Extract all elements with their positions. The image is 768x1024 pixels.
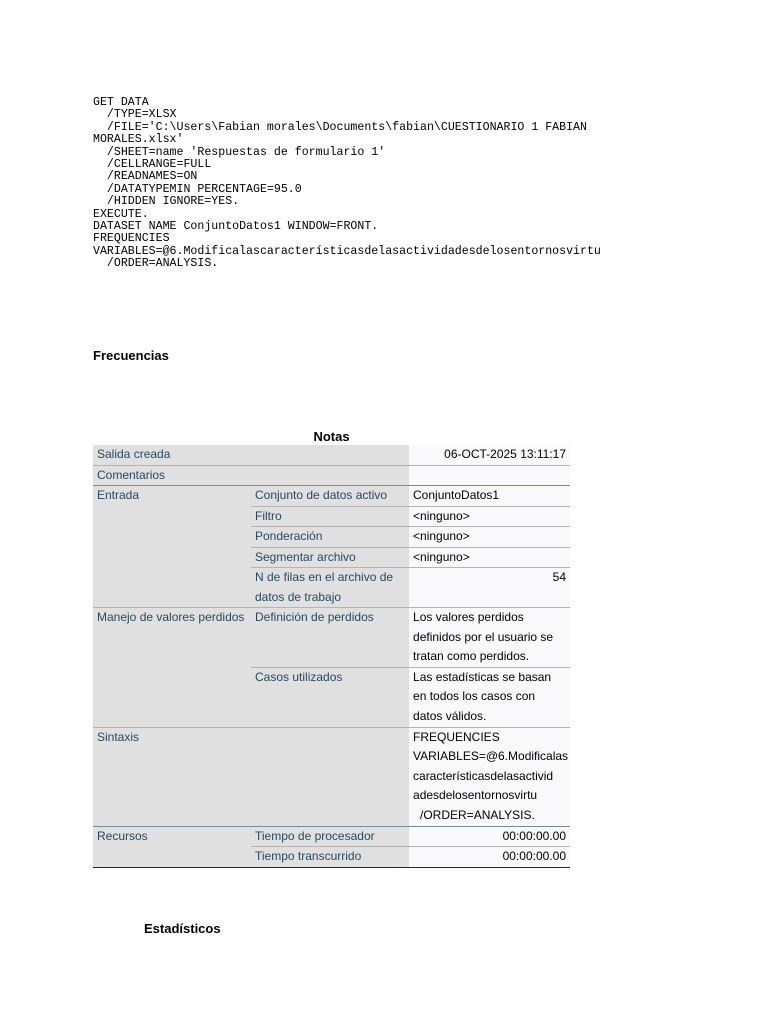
syntax-line: /READNAMES=ON [93,170,198,184]
row-label-definicion-perdidos: Definición de perdidos [251,608,409,668]
syntax-line: /TYPE=XLSX [93,108,177,122]
sintaxis-line: adesdelosentornosvirtu [413,788,538,803]
syntax-log [93,97,601,270]
syntax-line: DATASET NAME ConjuntoDatos1 WINDOW=FRONT. [93,219,379,233]
row-label-n-filas: N de filas en el archivo de datos de trabajo [251,568,409,608]
value-n-filas: 54 [409,568,570,608]
row-label-filtro: Filtro [251,506,409,527]
group-label-entrada: Entrada [93,486,251,608]
syntax-line: /HIDDEN IGNORE=YES. [93,195,240,209]
sintaxis-line: FREQUENCIES [413,729,500,744]
sintaxis-line: VARIABLES=@6.Modificalas [413,749,569,764]
value-comentarios [409,465,570,486]
row-label-tiempo-transcurrido: Tiempo transcurrido [251,847,409,868]
value-tiempo-procesador: 00:00:00.00 [409,826,570,847]
sintaxis-line: /ORDER=ANALYSIS. [420,807,535,822]
syntax-line: GET DATA [93,96,149,109]
value-definicion-perdidos: Los valores perdidos definidos por el usuario se tratan como perdidos. [409,608,570,668]
row-label-sintaxis: Sintaxis [93,727,409,826]
table-row [93,826,570,847]
row-label-salida-creada: Salida creada [93,445,409,465]
syntax-line: /ORDER=ANALYSIS. [93,257,219,271]
row-label-casos-utilizados: Casos utilizados [251,667,409,727]
row-label-tiempo-procesador: Tiempo de procesador [251,826,409,847]
table-row [93,445,570,465]
row-label-conjunto-datos: Conjunto de datos activo [251,486,409,507]
group-label-perdidos: Manejo de valores perdidos [93,608,251,728]
notes-table-title: Notas [313,429,350,444]
value-ponderacion: <ninguno> [409,527,570,548]
sintaxis-line: característicasdelasactivid [413,768,554,783]
value-sintaxis [409,727,570,826]
row-label-comentarios: Comentarios [93,465,409,486]
row-label-ponderacion: Ponderación [251,527,409,548]
value-salida-creada: 06-OCT-2025 13:11:17 [409,445,570,465]
syntax-line: EXECUTE. [93,207,149,221]
syntax-line: /CELLRANGE=FULL [93,157,212,171]
notes-table [93,445,570,868]
value-filtro: <ninguno> [409,506,570,527]
syntax-line: MORALES.xlsx' [93,133,184,147]
table-row [93,608,570,668]
table-row [93,465,570,486]
section-title-frecuencias: Frecuencias [93,348,169,363]
syntax-line: /FILE='C:\Users\Fabian morales\Documents\fabian\CUESTIONARIO 1 FABIAN [93,120,587,134]
syntax-line: FREQUENCIES [93,232,170,246]
table-row [93,486,570,507]
table-row [93,727,570,826]
value-casos-utilizados: Las estadísticas se basan en todos los casos con datos válidos. [409,667,570,727]
value-conjunto-datos: ConjuntoDatos1 [409,486,570,507]
value-segmentar: <ninguno> [409,547,570,568]
syntax-line: /SHEET=name 'Respuestas de formulario 1' [93,145,386,159]
value-tiempo-transcurrido: 00:00:00.00 [409,847,570,868]
section-title-estadisticos: Estadísticos [144,921,221,936]
syntax-line: /DATATYPEMIN PERCENTAGE=95.0 [93,182,302,196]
group-label-recursos: Recursos [93,826,251,867]
syntax-line: VARIABLES=@6.Modificalascaracterísticasdelasactividadesdelosentornosvirtu [93,244,601,258]
row-label-segmentar: Segmentar archivo [251,547,409,568]
